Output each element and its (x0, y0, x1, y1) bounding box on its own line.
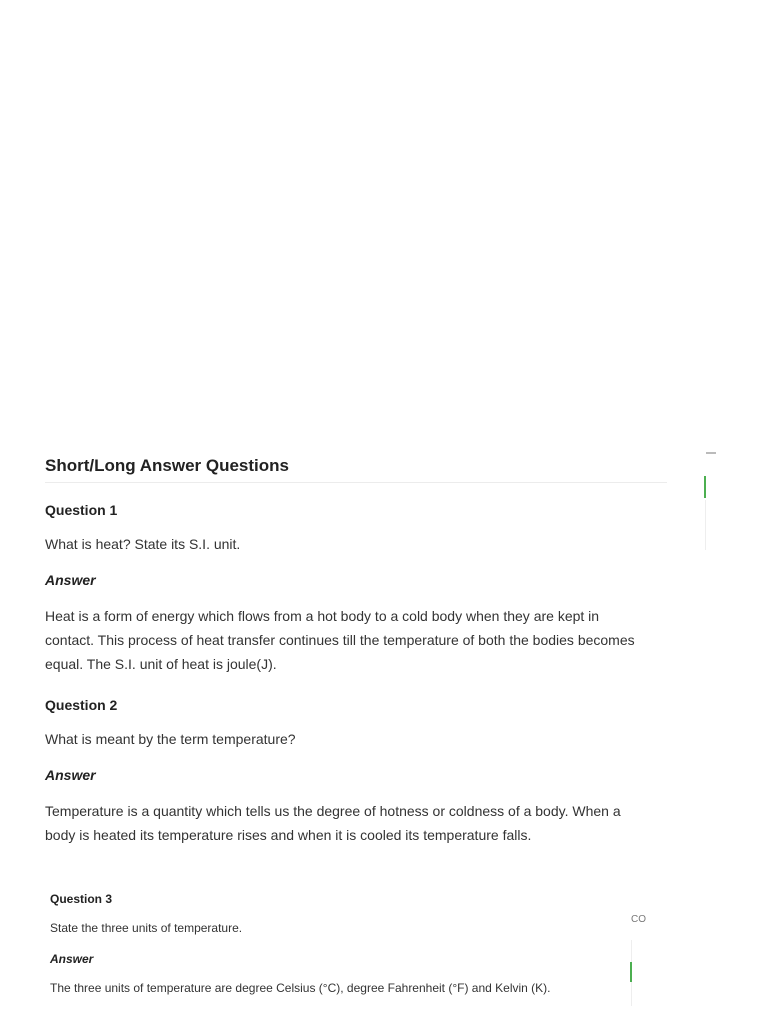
answer-1-line: equal. The S.I. unit of heat is joule(J). (45, 656, 277, 672)
answer-2-line: body is heated its temperature rises and when it is cooled its temperature falls. (45, 827, 532, 843)
answer-3-label: Answer (50, 952, 94, 966)
question-1-text: What is heat? State its S.I. unit. (45, 536, 241, 552)
answer-3-text: The three units of temperature are degree Celsius (°C), degree Fahrenheit (°F) and Kelvin (K). (50, 981, 551, 995)
answer-2-label: Answer (45, 767, 96, 783)
question-1-label: Question 1 (45, 502, 118, 518)
title-divider (45, 482, 667, 483)
question-2-label: Question 2 (45, 697, 118, 713)
section-title: Short/Long Answer Questions (45, 456, 289, 475)
question-2-block (45, 697, 667, 847)
question-3-block (50, 892, 672, 1000)
question-2-text: What is meant by the term temperature? (45, 731, 296, 747)
sidebar-accent-bar (704, 476, 706, 498)
sidebar-dash (706, 452, 716, 454)
answer-1-line: contact. This process of heat transfer continues till the temperature of both the bodies becomes (45, 632, 635, 648)
question-3-text: State the three units of temperature. (50, 921, 243, 935)
answer-1-label: Answer (45, 572, 96, 588)
sidebar-accent-bar-2 (630, 962, 632, 982)
answer-1-line: Heat is a form of energy which flows from a hot body to a cold body when they are kept in (45, 608, 600, 624)
sidebar-divider (705, 500, 706, 550)
question-1-block (45, 502, 667, 676)
question-3-label: Question 3 (50, 892, 113, 906)
answer-1-body (45, 604, 667, 676)
answer-2-line: Temperature is a quantity which tells us the degree of hotness or coldness of a body. When a (45, 803, 621, 819)
answer-2-body (45, 799, 667, 847)
sidebar-truncated-text: CO (631, 914, 646, 925)
